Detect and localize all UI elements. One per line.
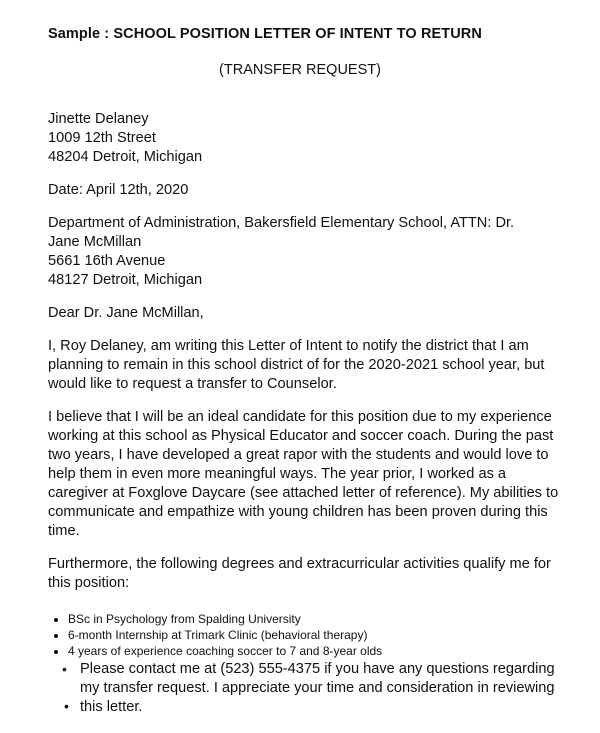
paragraph-experience: I believe that I will be an ideal candidate for this position due to my experience working at this school as Physical Educator and soccer coach. During the past two years, I have developed a great rapor with the students and would love to help them in even more meaningful ways. The year prior, I worked as a caregiver at Foxglove Daycare (see attached letter of reference). My abilities to communicate and empathize with young children has been proven during this time. xyxy=(48,409,559,539)
list-item: • 4 years of experience coaching soccer to 7 and 8-year olds xyxy=(68,643,568,659)
empty-bullet: • xyxy=(64,698,69,714)
sender-name: Jinette Delaney xyxy=(48,111,149,127)
sender-city: 48204 Detroit, Michigan xyxy=(48,149,203,165)
closing-paragraph: • Please contact me at (523) 555-4375 if you have any questions regarding my transfer request. I appreciate your time and consideration in reviewing this letter. xyxy=(80,660,568,717)
sender-address xyxy=(48,110,568,167)
recipient-street: 5661 16th Avenue xyxy=(48,253,166,269)
letter-body xyxy=(48,110,568,717)
paragraph-intent: I, Roy Delaney, am writing this Letter of Intent to notify the district that I am planning to remain in this school district of for the 2020-2021 school year, but would like to request a transfer to Counselor. xyxy=(48,338,545,392)
list-item: • 6-month Internship at Trimark Clinic (behavioral therapy) xyxy=(68,627,568,643)
recipient-address xyxy=(48,214,568,290)
qualifications-list xyxy=(48,611,568,717)
recipient-department: Department of Administration, Bakersfield Elementary School, ATTN: Dr. xyxy=(48,215,515,231)
recipient-name: Jane McMillan xyxy=(48,234,142,250)
recipient-city: 48127 Detroit, Michigan xyxy=(48,272,203,288)
letter-date: Date: April 12th, 2020 xyxy=(48,182,189,198)
letter-title: Sample : SCHOOL POSITION LETTER OF INTENT TO RETURN xyxy=(48,26,482,42)
paragraph-qualifications: Furthermore, the following degrees and extracurricular activities qualify me for this position: xyxy=(48,556,551,591)
sender-street: 1009 12th Street xyxy=(48,130,156,146)
letter-subtitle: (TRANSFER REQUEST) xyxy=(219,62,381,78)
list-item: • BSc in Psychology from Spalding University xyxy=(68,611,568,627)
salutation: Dear Dr. Jane McMillan, xyxy=(48,305,204,321)
